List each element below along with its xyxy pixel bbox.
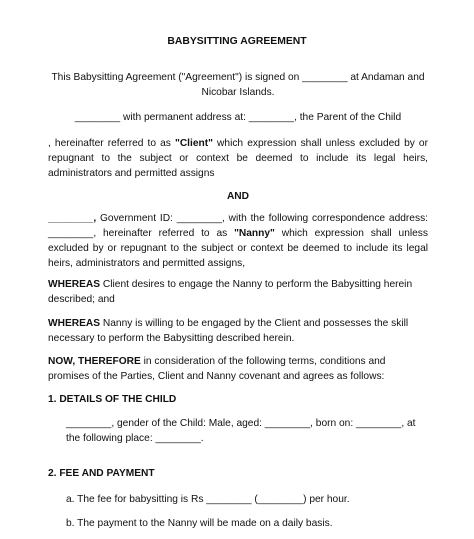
now-therefore-lead: NOW, THEREFORE [48,356,141,367]
intro-paragraph: This Babysitting Agreement ("Agreement") is signed on ________ at Andaman and Nicobar Islands. [51,72,425,98]
section-2-heading: 2. FEE AND PAYMENT [48,468,155,479]
parent-line: ________ with permanent address at: ________, the Parent of the Child [74,112,402,123]
whereas-client-text: Client desires to engage the Nanny to perform the Babysitting herein described; and [48,279,413,305]
document-title: BABYSITTING AGREEMENT [167,36,307,47]
and-separator: AND [226,191,250,202]
whereas-nanny [48,316,428,346]
nanny-clause [48,211,428,271]
nanny-clause-part2: which expression shall unless excluded by or repugnant to the subject or context be deemed to include its legal heirs, administrators and permitted assigns, [48,228,428,269]
client-clause-suffix: which expression shall unless excluded by or repugnant to the subject or context be deemed to include its legal heirs, administrators and permitted assigns [48,138,428,179]
now-therefore [48,354,428,384]
client-term: "Client" [174,138,213,149]
whereas-lead: WHEREAS [48,279,101,290]
nanny-blank: ________, [48,213,97,224]
whereas-nanny-text: Nanny is willing to be engaged by the Client and possesses the skill necessary to perform the Babysitting described herein. [48,318,409,344]
nanny-term: "Nanny" [234,228,275,239]
client-clause-prefix: , hereinafter referred to as [48,138,175,149]
section-1-heading: 1. DETAILS OF THE CHILD [48,394,177,405]
now-therefore-text: in consideration of the following terms, conditions and promises of the Parties, Client and Nanny covenant and agrees as follows: [48,356,386,382]
nanny-clause-part1: Government ID: ________, with the following correspondence address: ________, hereinafter referred to as [48,213,428,239]
whereas-lead: WHEREAS [48,318,101,329]
section-1-body: ________, gender of the Child: Male, aged: ________, born on: ________, at the following place: ________. [66,418,416,444]
whereas-client [48,277,428,307]
section-2-item-b: b. The payment to the Nanny will be made on a daily basis. [66,518,333,529]
section-2-item-a: a. The fee for babysitting is Rs ________ (________) per hour. [66,494,350,505]
client-clause [48,136,428,181]
